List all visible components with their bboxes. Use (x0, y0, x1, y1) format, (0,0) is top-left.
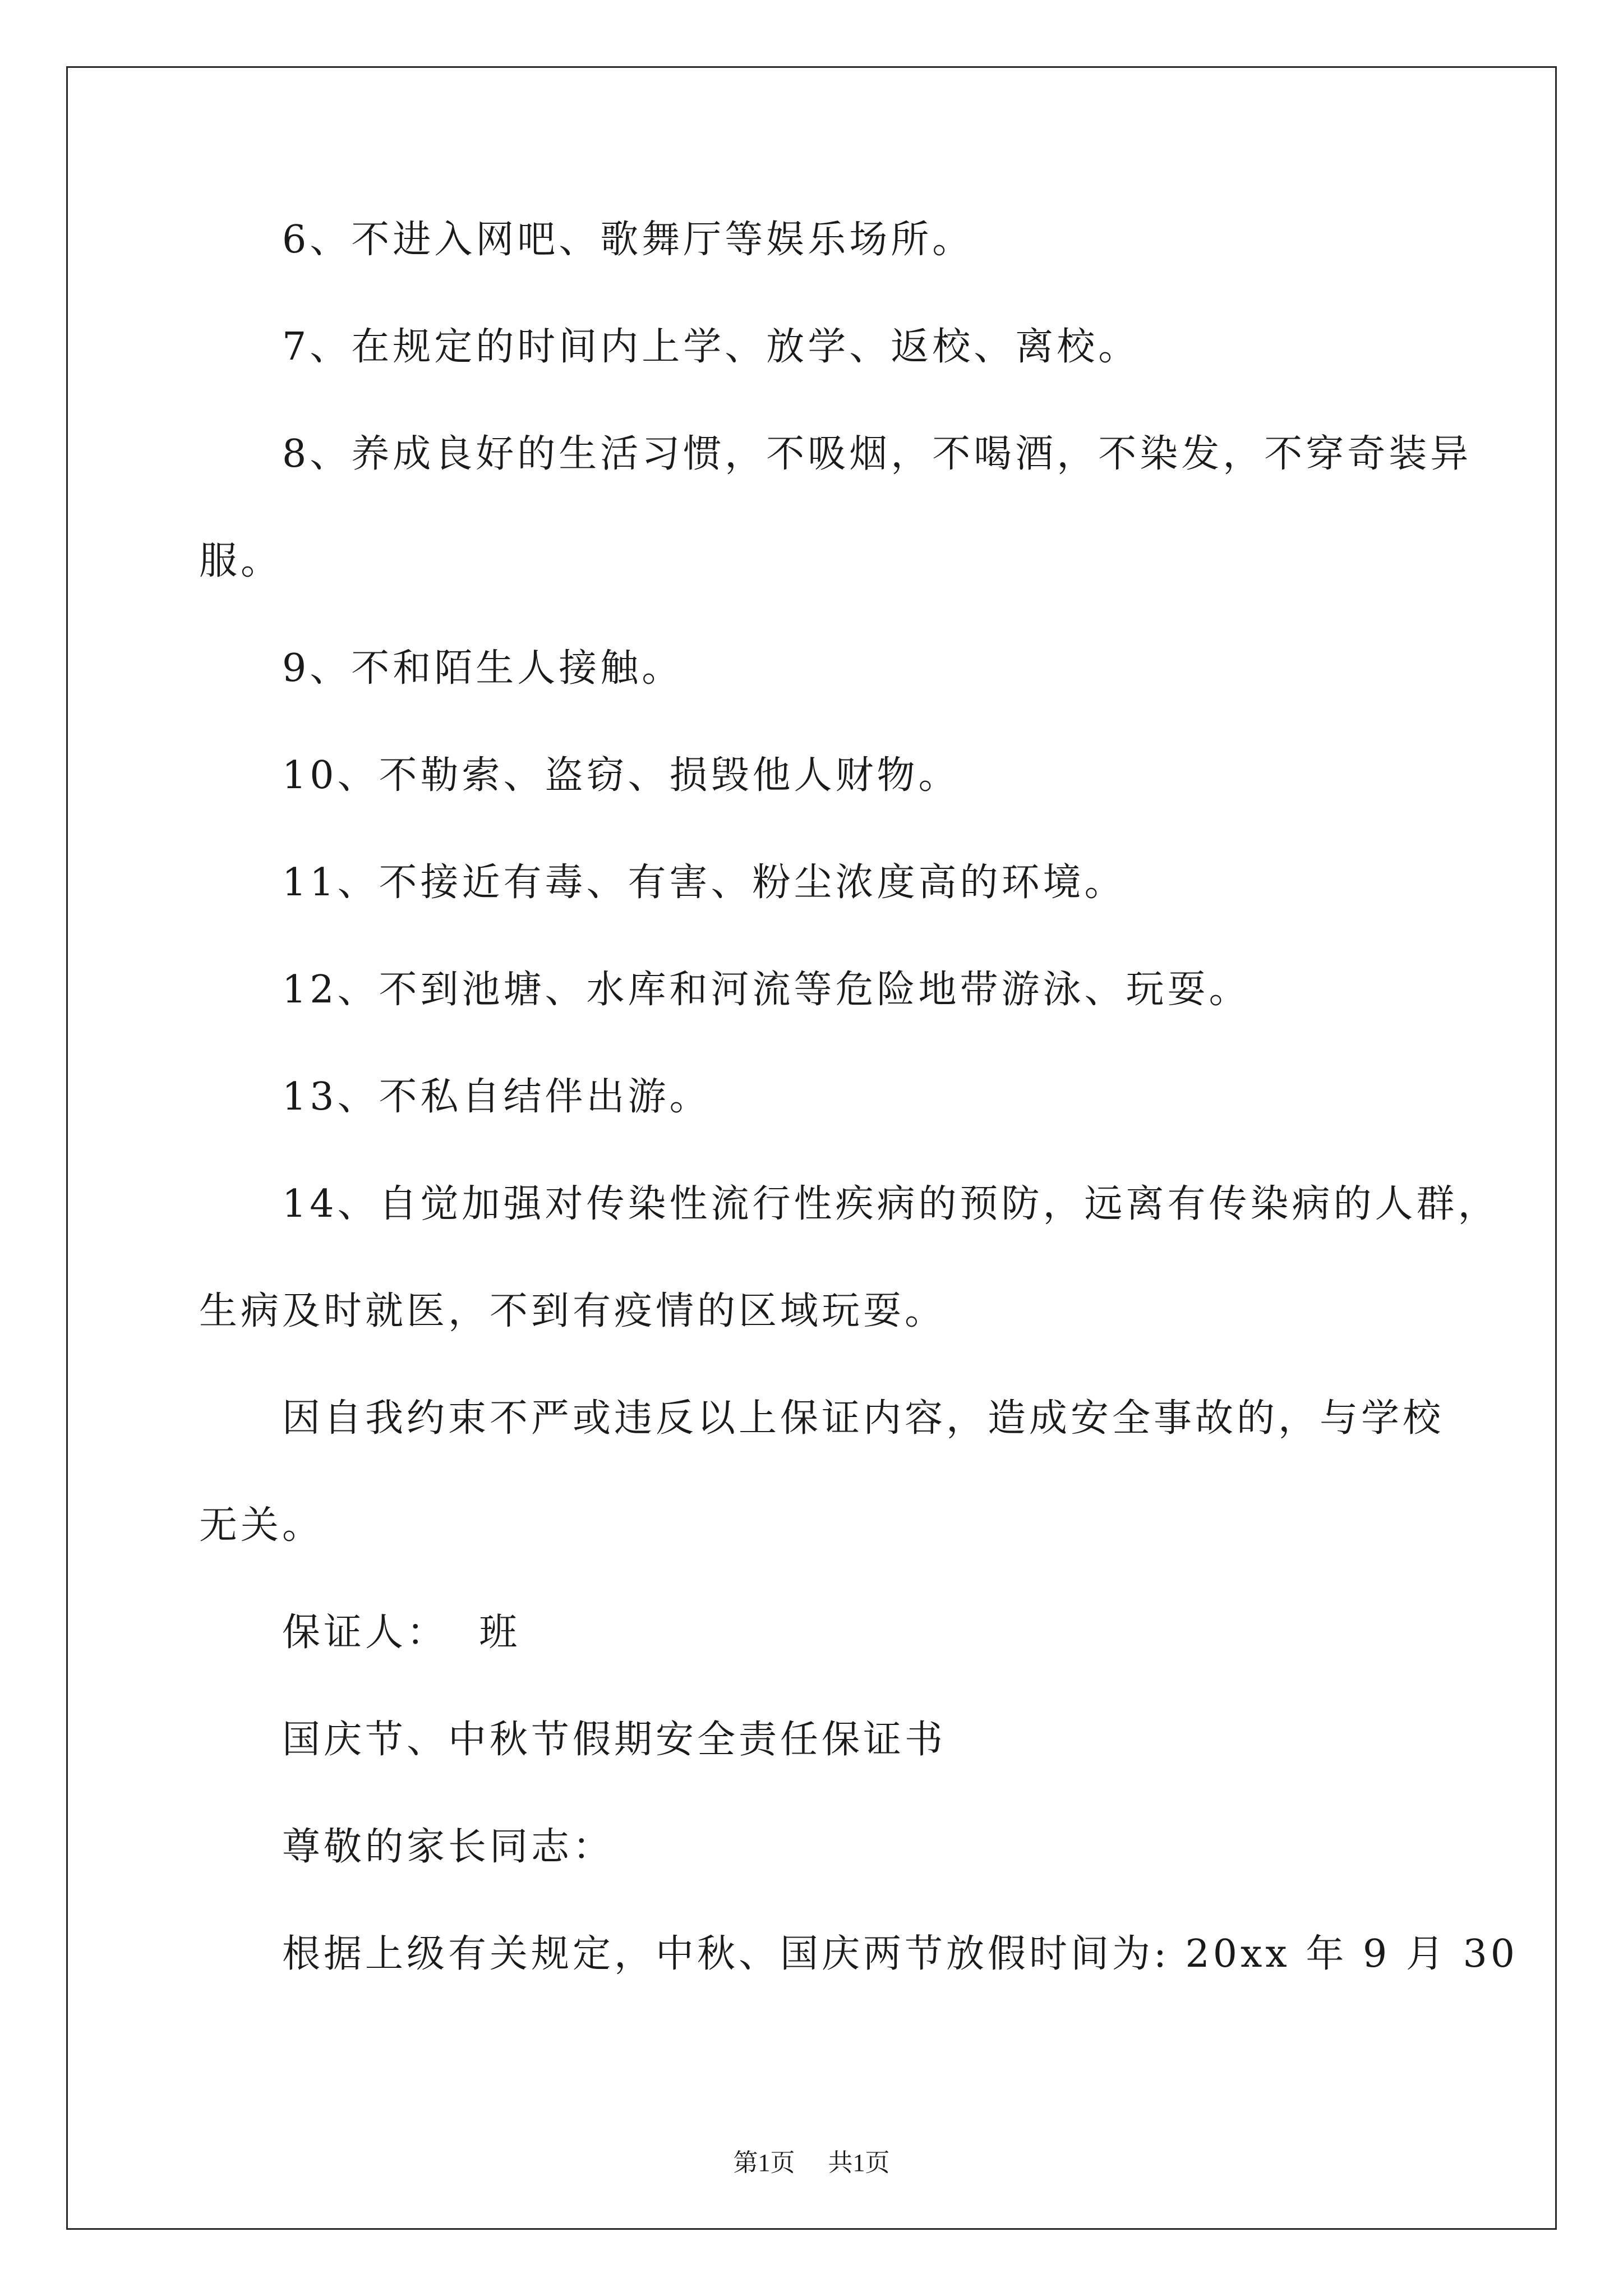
text-line: 7、在规定的时间内上学、放学、返校、离校。 (282, 325, 1140, 369)
text-line: 10、不勒索、盗窃、损毁他人财物。 (282, 753, 960, 798)
text-line: 8、养成良好的生活习惯，不吸烟，不喝酒，不染发，不穿奇装异 (282, 432, 1472, 476)
text-line: 9、不和陌生人接触。 (282, 646, 684, 691)
document-body (199, 213, 1519, 2035)
text-line: 12、不到池塘、水库和河流等危险地带游泳、玩耍。 (282, 968, 1251, 1012)
text-line: 根据上级有关规定，中秋、国庆两节放假时间为: 20xx 年 9 月 30 (282, 1932, 1519, 1976)
text-line: 国庆节、中秋节假期安全责任保证书 (282, 1718, 947, 1762)
text-line: 14、自觉加强对传染性流行性疾病的预防，远离有传染病的人群， (282, 1182, 1500, 1226)
text-line: 因自我约束不严或违反以上保证内容，造成安全事故的，与学校 (282, 1396, 1445, 1441)
text-line: 保证人： 班 (282, 1611, 521, 1655)
text-line: 服。 (199, 539, 283, 583)
text-line: 生病及时就医，不到有疫情的区域玩耍。 (199, 1289, 947, 1333)
page-footer (0, 2146, 1623, 2180)
text-line: 尊敬的家长同志： (282, 1825, 615, 1869)
text-line: 13、不私自结伴出游。 (282, 1075, 711, 1119)
text-line: 11、不接近有毒、有害、粉尘浓度高的环境。 (282, 861, 1126, 905)
text-line: 6、不进入网吧、歌舞厅等娱乐场所。 (282, 218, 974, 262)
page-number: 第1页 (733, 2149, 795, 2177)
text-line: 无关。 (199, 1503, 324, 1548)
page-total: 共1页 (828, 2149, 890, 2177)
